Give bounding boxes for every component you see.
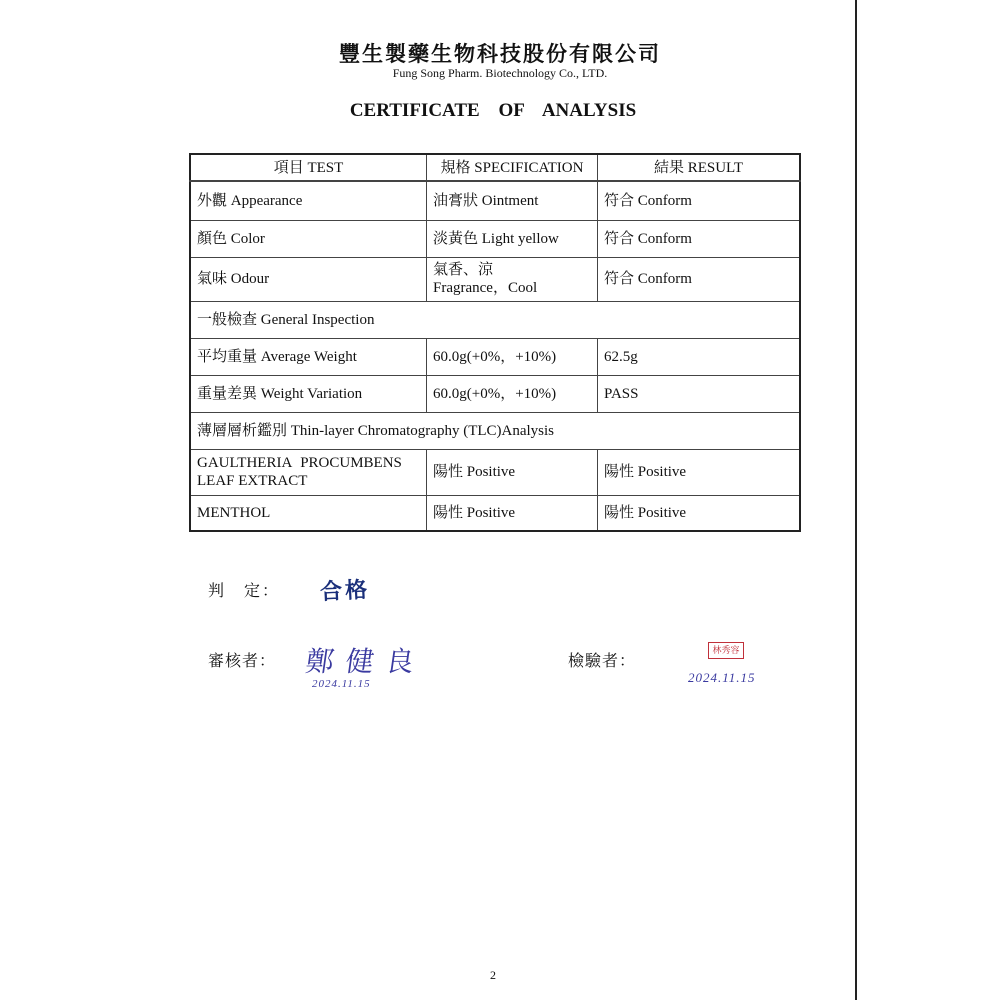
table-section-row: [190, 412, 800, 449]
inspector-date: 2024.11.15: [688, 670, 756, 685]
cell-test: 重量差異 Weight Variation: [190, 375, 427, 412]
column-header-specification: 規格 SPECIFICATION: [427, 154, 598, 181]
page-right-edge: [855, 0, 857, 1000]
cell-test: 氣味 Odour: [190, 257, 427, 301]
cell-result: 符合 Conform: [598, 220, 801, 257]
cell-result: 符合 Conform: [598, 181, 801, 220]
table-row: [190, 181, 800, 220]
verdict-label: 判 定：: [208, 581, 281, 600]
verdict-handwritten-value: 合格: [319, 577, 371, 606]
table-row: [190, 257, 800, 301]
cell-test: 顏色 Color: [190, 220, 427, 257]
cell-test-line: LEAF EXTRACT: [197, 473, 308, 489]
reviewer-date: 2024.11.15: [312, 678, 371, 690]
inspector-seal-stamp: 林秀容: [708, 642, 744, 659]
table-row: [190, 375, 800, 412]
company-name-cn: 豐生製藥生物科技股份有限公司: [339, 41, 661, 66]
section-label: 薄層層析鑑別 Thin-layer Chromatography (TLC)Analysis: [190, 412, 800, 449]
document-title: CERTIFICATE OF ANALYSIS: [349, 100, 637, 121]
inspector-label: 檢驗者：: [568, 651, 637, 670]
table-row: [190, 220, 800, 257]
reviewer-label: 審核者：: [208, 651, 277, 670]
cell-spec: 60.0g(+0%，+10%): [427, 338, 598, 375]
cell-result: 陽性 Positive: [598, 449, 801, 495]
cell-spec: 陽性 Positive: [427, 449, 598, 495]
page-number: 2: [490, 968, 496, 982]
company-name-en: Fung Song Pharm. Biotechnology Co., LTD.: [392, 66, 608, 80]
column-header-test: 項目 TEST: [190, 154, 427, 181]
cell-test-line: GAULTHERIA PROCUMBENS: [197, 455, 402, 471]
cell-spec: 油膏狀 Ointment: [427, 181, 598, 220]
cell-test: 外觀 Appearance: [190, 181, 427, 220]
analysis-table: [189, 153, 801, 532]
cell-test: 平均重量 Average Weight: [190, 338, 427, 375]
cell-spec-line: 氣香、涼: [433, 262, 494, 278]
column-header-result: 結果 RESULT: [598, 154, 801, 181]
cell-result: PASS: [598, 375, 801, 412]
section-label: 一般檢查 General Inspection: [190, 301, 800, 338]
cell-spec: [427, 257, 598, 301]
cell-test: [190, 449, 427, 495]
table-section-row: [190, 301, 800, 338]
cell-result: 陽性 Positive: [598, 495, 801, 531]
table-header-row: [190, 154, 800, 181]
table-row: [190, 338, 800, 375]
table-row: [190, 495, 800, 531]
cell-spec-line: Fragrance，Cool: [433, 280, 538, 296]
table-row: [190, 449, 800, 495]
cell-spec: 陽性 Positive: [427, 495, 598, 531]
cell-result: 符合 Conform: [598, 257, 801, 301]
reviewer-signature: 鄭健良: [303, 645, 429, 678]
cell-test: MENTHOL: [190, 495, 427, 531]
cell-spec: 淡黃色 Light yellow: [427, 220, 598, 257]
cell-result: 62.5g: [598, 338, 801, 375]
cell-spec: 60.0g(+0%，+10%): [427, 375, 598, 412]
